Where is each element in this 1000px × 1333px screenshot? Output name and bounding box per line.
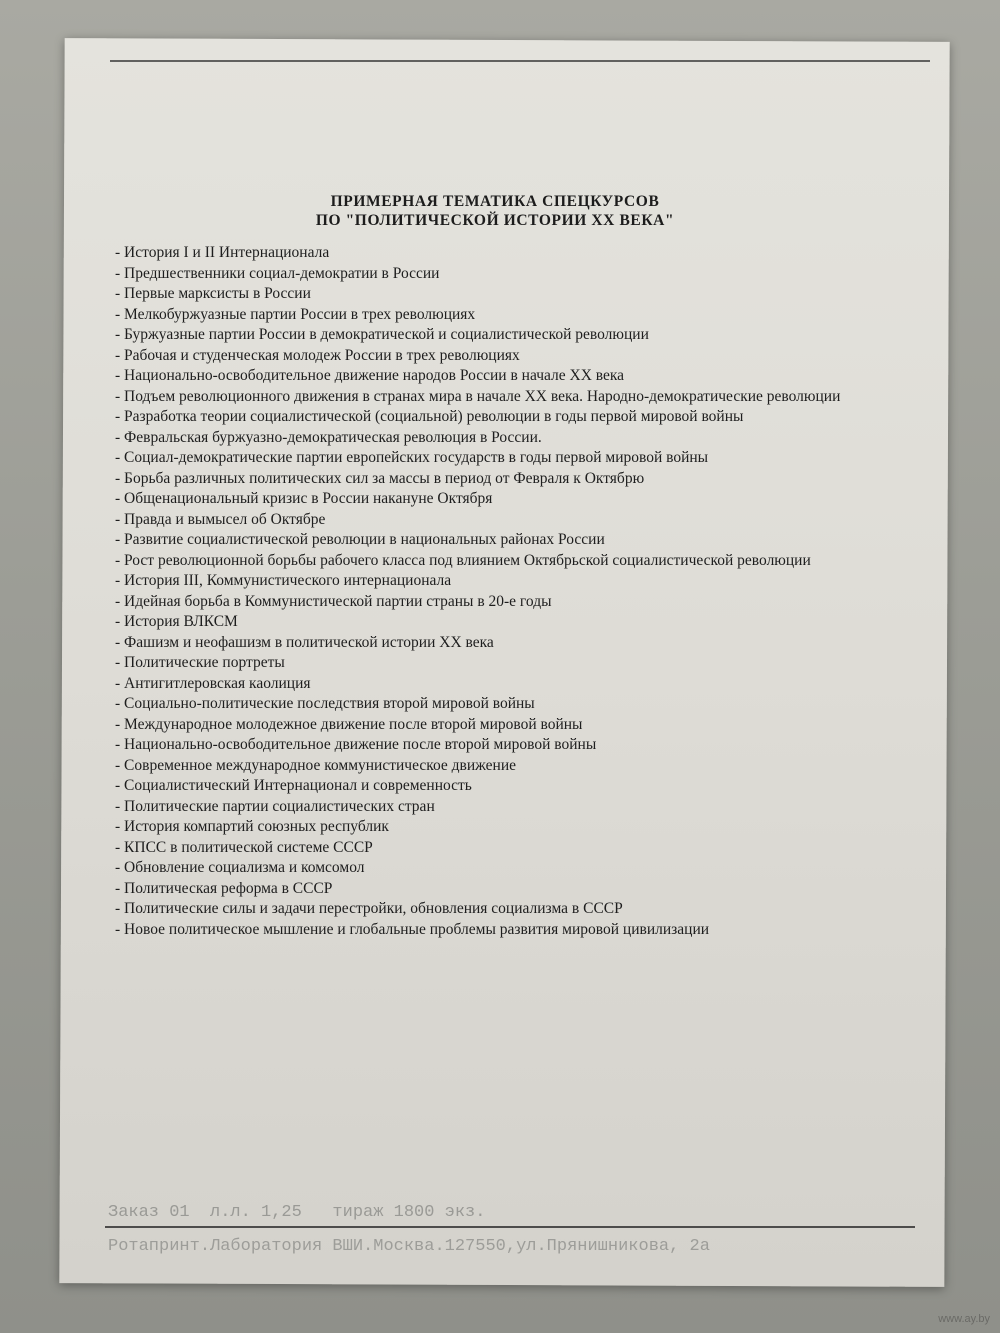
topic-item: - Социал-демократические партии европейских государств в годы первой мировой войны (115, 448, 867, 469)
topic-item: - Политические портреты (115, 653, 867, 674)
topic-item: - Подъем революционного движения в странах мира в начале XX века. Народно-демократические революции (115, 387, 867, 408)
printer-address: Ротапринт.Лаборатория ВШИ.Москва.127550,ул.Прянишникова, 2а (108, 1237, 710, 1256)
topic-item: - Обновление социализма и комсомол (115, 858, 867, 879)
topic-item: - Политическая реформа в СССР (115, 879, 867, 900)
topic-item: - История I и II Интернационала (115, 243, 867, 264)
top-rule (110, 60, 930, 62)
topic-item: - Новое политическое мышление и глобальные проблемы развития мировой цивилизации (115, 920, 867, 941)
topic-item: - Национально-освободительное движение народов России в начале XX века (115, 366, 867, 387)
topic-item: - Первые марксисты в России (115, 284, 867, 305)
topic-item: - Политические партии социалистических стран (115, 797, 867, 818)
topic-item: - Идейная борьба в Коммунистической партии страны в 20-е годы (115, 592, 867, 613)
topic-item: - История компартий союзных республик (115, 817, 867, 838)
topic-item: - КПСС в политической системе СССР (115, 838, 867, 859)
topic-item: - Правда и вымысел об Октябре (115, 510, 867, 531)
topic-item: - Международное молодежное движение после второй мировой войны (115, 715, 867, 736)
topic-item: - История ВЛКСМ (115, 612, 867, 633)
topic-item: - Рабочая и студенческая молодеж России в трех революциях (115, 346, 867, 367)
topic-list (115, 243, 867, 940)
topic-item: - Социально-политические последствия второй мировой войны (115, 694, 867, 715)
print-order-info: Заказ 01 л.л. 1,25 тираж 1800 экз. (108, 1203, 486, 1222)
topic-item: - Борьба различных политических сил за массы в период от Февраля к Октябрю (115, 469, 867, 490)
document-title (190, 192, 800, 230)
topic-item: - Антигитлеровская каолиция (115, 674, 867, 695)
topic-item: - Национально-освободительное движение после второй мировой войны (115, 735, 867, 756)
topic-item: - Рост революционной борьбы рабочего класса под влиянием Октябрьской социалистической революции (115, 551, 867, 572)
topic-item: - Предшественники социал-демократии в России (115, 264, 867, 285)
topic-item: - Политические силы и задачи перестройки, обновления социализма в СССР (115, 899, 867, 920)
topic-item: - Фашизм и неофашизм в политической истории XX века (115, 633, 867, 654)
site-watermark: www.ay.by (938, 1313, 990, 1325)
title-line-1: ПРИМЕРНАЯ ТЕМАТИКА СПЕЦКУРСОВ (330, 193, 660, 210)
topic-item: - Мелкобуржуазные партии России в трех революциях (115, 305, 867, 326)
topic-item: - Общенациональный кризис в России накануне Октября (115, 489, 867, 510)
topic-item: - Развитие социалистической революции в национальных районах России (115, 530, 867, 551)
topic-item: - Современное международное коммунистическое движение (115, 756, 867, 777)
topic-item: - Разработка теории социалистической (социальной) революции в годы первой мировой войны (115, 407, 867, 428)
title-line-2: ПО "ПОЛИТИЧЕСКОЙ ИСТОРИИ XX ВЕКА" (315, 212, 675, 229)
topic-item: - Социалистический Интернационал и современность (115, 776, 867, 797)
bottom-rule (105, 1226, 915, 1228)
topic-item: - Буржуазные партии России в демократической и социалистической революции (115, 325, 867, 346)
topic-item: - Февральская буржуазно-демократическая революция в России. (115, 428, 867, 449)
topic-item: - История III, Коммунистического интернационала (115, 571, 867, 592)
